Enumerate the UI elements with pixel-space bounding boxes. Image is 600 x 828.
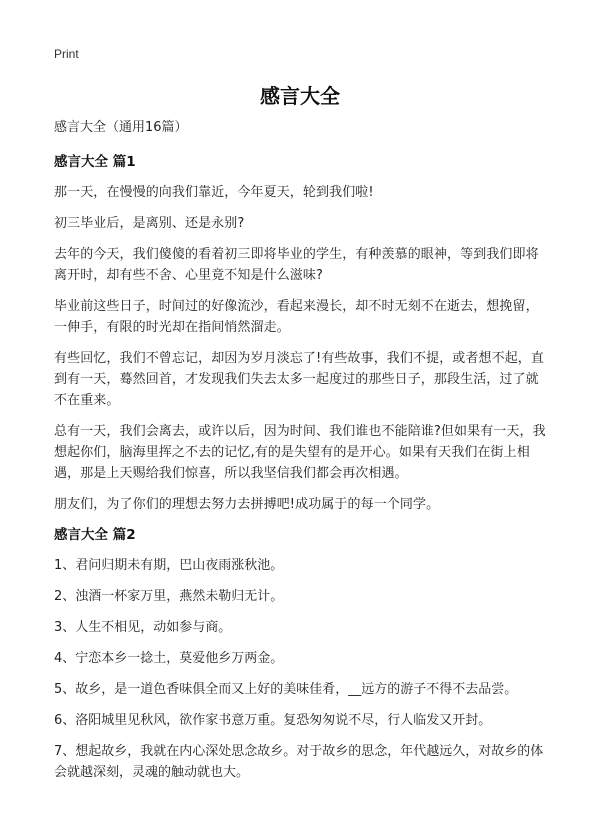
list-item: 5、故乡，是一道色香味俱全而又上好的美味佳肴，__远方的游子不得不去品尝。: [54, 682, 518, 697]
paragraph: 去年的今天，我们傻傻的看着初三即将毕业的学生，有种羡慕的眼神，等到我们即将离开时，却有些不舍、心里竟不知是什么滋味?: [54, 247, 539, 283]
list-item: 7、想起故乡，我就在内心深处思念故乡。对于故乡的思念，年代越远久，对故乡的体会就越深刻，灵魂的触动就也大。: [54, 744, 544, 780]
list-item: 1、君问归期未有期，巴山夜雨涨秋池。: [54, 558, 284, 573]
list-item: 4、宁恋本乡一捻土，莫爱他乡万两金。: [54, 651, 284, 666]
print-link[interactable]: Print: [54, 47, 79, 61]
section-1: [54, 152, 546, 515]
section-heading: 感言大全 篇2: [54, 527, 136, 543]
document-subtitle: 感言大全（通用16篇）: [54, 120, 188, 135]
paragraph: 总有一天，我们会离去，或许以后，因为时间、我们谁也不能陪谁?但如果有一天，我想起你们，脑海里挥之不去的记忆,有的是失望有的是开心。如果有天我们在街上相遇，那是上天赐给我们惊喜，所以我坚信我们都会再次相遇。: [54, 424, 546, 481]
paragraph: 毕业前这些日子，时间过的好像流沙，看起来漫长，却不时无刻不在逝去，想挽留，一伸手，有限的时光却在指间悄然溜走。: [54, 299, 539, 335]
paragraph: 朋友们，为了你们的理想去努力去拼搏吧!成功属于的每一个同学。: [54, 497, 440, 512]
section-2: [54, 525, 546, 783]
page-title: 感言大全: [260, 84, 340, 108]
paragraph: 有些回忆，我们不曾忘记，却因为岁月淡忘了!有些故事，我们不提，或者想不起，直到有一天，蓦然回首，才发现我们失去太多一起度过的那些日子，那段生活，过了就不在重来。: [54, 351, 545, 408]
paragraph: 初三毕业后，是离别、还是永别?: [54, 216, 245, 231]
paragraph: 那一天，在慢慢的向我们靠近，今年夏天，轮到我们啦!: [54, 185, 374, 200]
document-body: [54, 118, 546, 793]
list-item: 6、洛阳城里见秋风，欲作家书意万重。复恐匆匆说不尽，行人临发又开封。: [54, 713, 492, 728]
list-item: 2、浊酒一杯家万里，燕然未勒归无计。: [54, 589, 284, 604]
list-item: 3、人生不相见，动如参与商。: [54, 620, 232, 635]
section-heading: 感言大全 篇1: [54, 154, 136, 170]
